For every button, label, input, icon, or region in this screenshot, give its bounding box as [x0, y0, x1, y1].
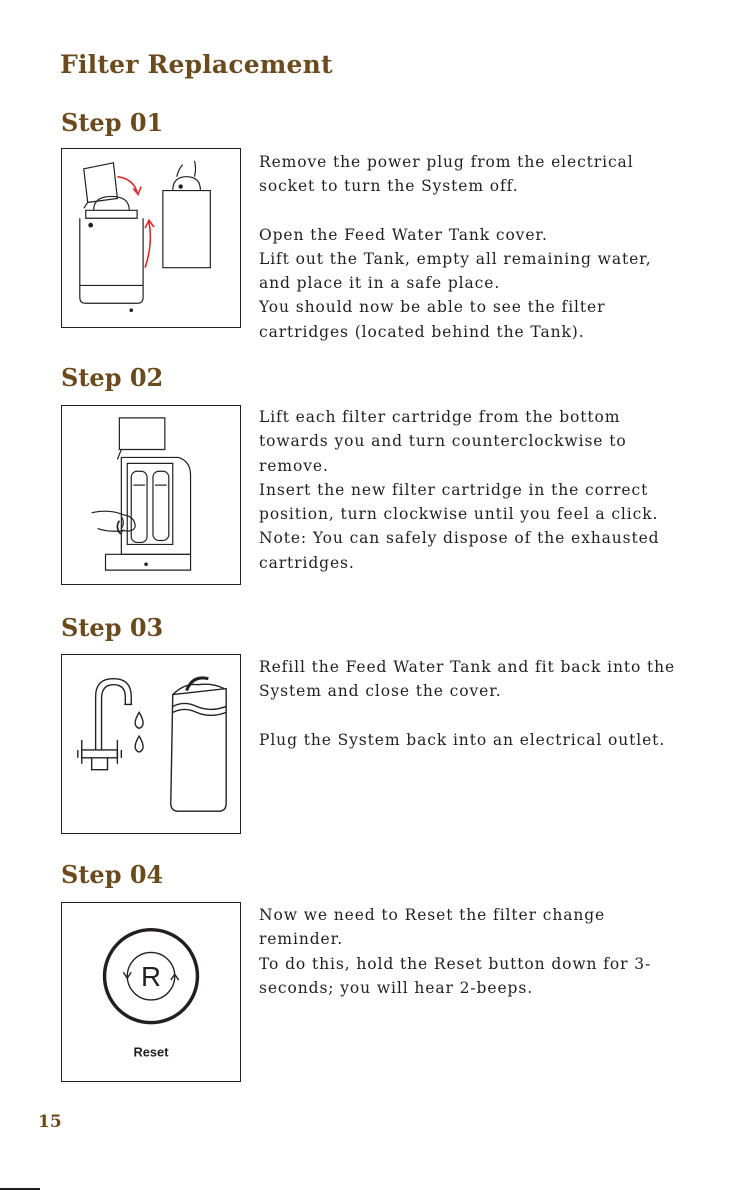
instruction-line: remove. [259, 456, 329, 475]
step-03-instructions [259, 655, 699, 752]
instruction-line: System and close the cover. [259, 682, 502, 701]
step-03-heading: Step 03 [61, 613, 164, 642]
instruction-line: seconds; you will hear 2-beeps. [259, 978, 534, 997]
step-01-figure [61, 148, 241, 328]
instruction-line: Insert the new filter cartridge in the correct [259, 480, 649, 499]
instruction-line: Lift each filter cartridge from the bottom [259, 408, 621, 426]
instruction-line: Lift out the Tank, empty all remaining water, [259, 249, 652, 268]
step-04-figure [61, 902, 241, 1082]
instruction-line: Refill the Feed Water Tank and fit back into the [259, 658, 676, 676]
reset-label: Reset [133, 1044, 169, 1060]
instruction-line: position, turn clockwise until you feel a click. [259, 505, 659, 524]
page-number: 15 [38, 1112, 62, 1132]
instruction-line: You should now be able to see the filter [259, 298, 606, 317]
instruction-line: To do this, hold the Reset button down for 3- [259, 954, 652, 973]
step-04-instructions [259, 903, 699, 1000]
step-01-heading: Step 01 [61, 108, 164, 137]
instruction-line: Remove the power plug from the electrical [259, 153, 634, 171]
instruction-line: towards you and turn counterclockwise to [259, 432, 627, 451]
instruction-line: Open the Feed Water Tank cover. [259, 225, 548, 244]
instruction-line: Now we need to Reset the filter change [259, 906, 606, 924]
instruction-line: socket to turn the System off. [259, 177, 519, 196]
filter-cartridge-illustration [62, 406, 240, 584]
instruction-line: reminder. [259, 930, 344, 949]
step-02-heading: Step 02 [61, 363, 164, 392]
step-01-instructions [259, 150, 699, 344]
paragraph-gap [259, 704, 699, 728]
reset-letter: R [141, 961, 161, 993]
paragraph-gap [259, 199, 699, 223]
step-02-instructions [259, 405, 699, 575]
instruction-line: and place it in a safe place. [259, 274, 501, 293]
faucet-and-tank-illustration [62, 655, 240, 833]
step-04-heading: Step 04 [61, 860, 164, 889]
footer-divider [0, 1188, 40, 1190]
page-title: Filter Replacement [60, 50, 333, 79]
instruction-line: cartridges (located behind the Tank). [259, 322, 585, 341]
reset-button-illustration [62, 903, 240, 1081]
instruction-line: Note: You can safely dispose of the exhausted [259, 529, 660, 548]
step-02-figure [61, 405, 241, 585]
instruction-line: Plug the System back into an electrical outlet. [259, 730, 666, 749]
step-03-figure [61, 654, 241, 834]
instruction-line: cartridges. [259, 553, 355, 572]
tank-removal-illustration [62, 149, 240, 327]
